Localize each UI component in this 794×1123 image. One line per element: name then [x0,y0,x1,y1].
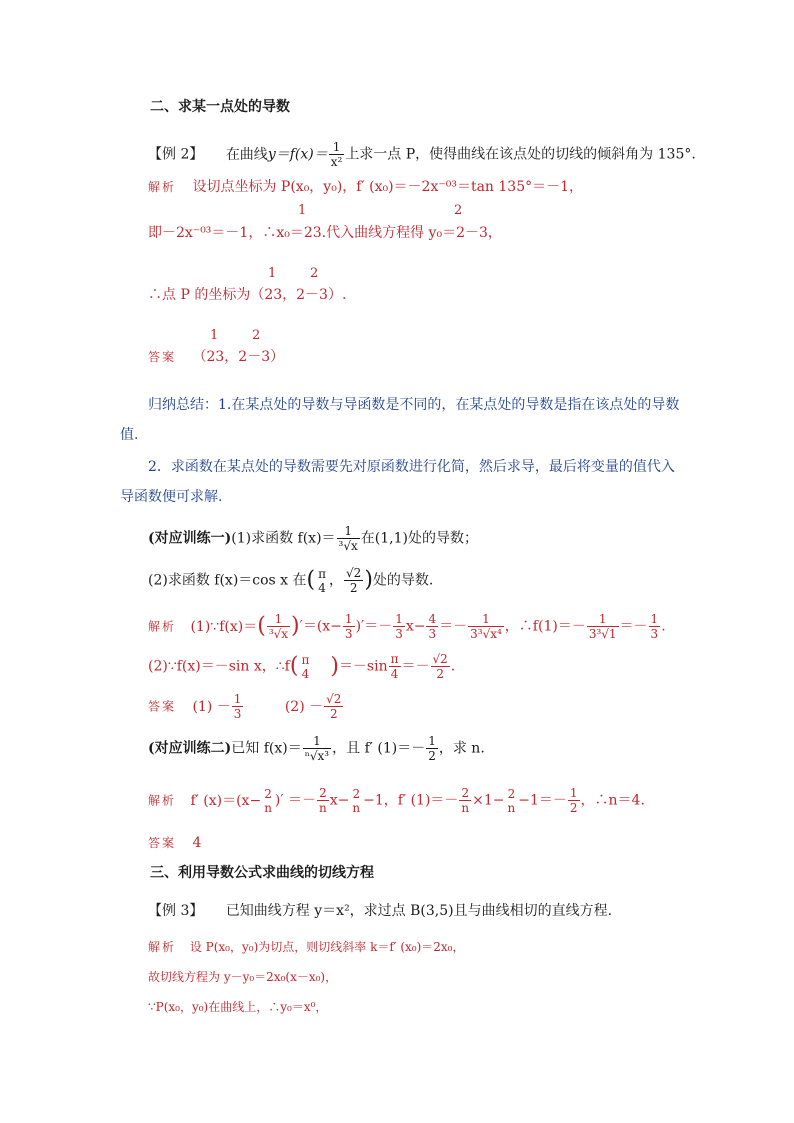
exponent-num: 1 [298,203,307,218]
jiexi-label: 解析 [148,180,177,194]
fraction: $\frac{√2}{2}$ [432,652,448,681]
practice-title: (对应训练二) [148,740,232,757]
fraction: $\frac{2}{n}$ [461,786,470,815]
fraction: $\frac{1}{3}$ [395,612,403,641]
function-def: y＝f(x)＝ [267,146,328,163]
example2-question: 【例 2】 在曲线y＝f(x)＝ $\frac{1}{\text{x²}}$ 上求一点 P，使得曲线在该点处的切线的倾斜角为 135°. [148,140,696,169]
fraction: $\frac{1}{\text{x²}}$ [330,140,343,169]
exponent-num: 1 [268,266,277,281]
fraction: $\frac{1}{2}$ [569,786,578,815]
fraction: 2 n [264,786,272,815]
fraction: $\frac{1}{\text{3³√1}}$ [588,612,617,641]
answer-line: 答案 4 [148,835,202,851]
exponent-num: 2 [252,328,261,343]
solution-line: 解析 f′ (x)＝(x− 2 n )′ ＝－ $\frac{2}{n}$ x− 2 n −1，f′ (1)＝－ $\frac{2}{n}$ ×1− 2 n −1＝－ $\frac{1}{2}$ ，∴n＝4. [148,786,645,815]
fraction: $\frac{√2}{2}$ [346,566,362,595]
summary-line: 导函数便可求解. [120,489,223,505]
example-tag: 【例 3】 [148,903,204,919]
fraction: π 4 [318,566,327,595]
section-title: 二、求某一点处的导数 [150,99,290,115]
fraction: $\frac{1}{\text{3³√x⁴}}$ [470,612,502,641]
practice-title: (对应训练一) [148,530,232,547]
practice1-q1: (对应训练一)(1)求函数 f(x)＝ $\frac{1}{\text{³√x}}$ 在(1,1)处的导数； [148,524,478,553]
summary-line: 2．求函数在某点处的导数需要先对原函数进行化简，然后求导，最后将变量的值代入 [148,459,675,475]
solution-line: 解析 (1)∵f(x)＝( $\frac{1}{\text{³√x}}$ )′＝(x− $\frac{1}{3}$ )′＝－ $\frac{1}{3}$ x− $\frac{4}{3}$ ＝－ $\frac{1}{\text{3³√x⁴}}$ ，∴f(1)＝－ $\frac{1}{\text{3³√1}}$ ＝－ $\frac{1}{3}$ . [148,612,666,641]
example3-question: 【例 3】 已知曲线方程 y＝x²，求过点 B(3,5)且与曲线相切的直线方程. [148,903,613,919]
solution-line: ∵P(x₀，y₀)在曲线上，∴y₀＝x⁰， [148,1000,328,1014]
answer-label: 答案 [148,350,177,364]
fraction: $\frac{√2}{2}$ [326,692,342,721]
jiexi-label: 解析 [148,619,177,634]
answer-line: 答案 (1) － $\frac{1}{3}$ (2) － $\frac{√2}{2}$ [148,692,342,721]
solution-line: 故切线方程为 y－y₀＝2x₀(x－x₀)， [148,970,338,984]
fraction: $\frac{1}{3}$ [650,612,659,641]
summary-line: 值. [120,427,139,443]
fraction: $\frac{\pi}{4}$ [390,652,399,681]
fraction: $\frac{1}{\text{³√x}}$ [338,524,358,553]
answer-label: 答案 [148,836,177,850]
practice2-question: (对应训练二)已知 f(x)＝ $\frac{1}{\text{ⁿ√x³}}$ ，且 f′ (1)＝－ $\frac{1}{2}$ ，求 n. [148,734,485,763]
solution-line: 解析 设 P(x₀，y₀)为切点，则切线斜率 k＝f′ (x₀)＝2x₀， [148,940,465,954]
jiexi-label: 解析 [148,793,177,808]
solution-line: ∴点 P 的坐标为（23，2－3）. [148,287,347,303]
solution-line: (2)∵f(x)＝－sin x，∴f( π 4 )＝－sin $\frac{\pi}{4}$ ＝－ $\frac{√2}{2}$ . [148,652,456,681]
fraction: π 4 [301,652,310,681]
solution-line: 即－2x⁻⁰³＝－1，∴x₀＝23.代入曲线方程得 y₀＝2－3， [148,225,502,241]
example-tag: 【例 2】 [148,146,204,163]
summary-line: 归纳总结：1.在某点处的导数与导函数是不同的，在某点处的导数是指在该点处的导数 [148,397,680,413]
exponent-num: 1 [210,328,219,343]
fraction: $\frac{4}{3}$ [428,612,437,641]
exponent-num: 2 [454,203,463,218]
fraction: $\frac{1}{2}$ [428,734,436,763]
section-title: 三、利用导数公式求曲线的切线方程 [150,865,374,881]
fraction: $\frac{2}{n}$ [319,786,327,815]
exponent-num: 2 [310,266,319,281]
jiexi-label: 解析 [148,940,177,954]
fraction: $\frac{1}{\text{³√x}}$ [268,612,289,641]
fraction: $\frac{1}{\text{ⁿ√x³}}$ [304,734,330,763]
solution-line: 解析 设切点坐标为 P(x₀，y₀)，f′ (x₀)＝－2x⁻⁰³＝tan 135°＝－1， [148,179,584,195]
fraction: $\frac{1}{3}$ [344,612,353,641]
fraction: 2 n [507,786,516,815]
answer-line: 答案 （23，2－3） [148,349,285,365]
answer-label: 答案 [148,699,177,714]
practice1-q2: (2)求函数 f(x)＝cos x 在( π 4 ， $\frac{√2}{2}$ )处的导数. [148,566,434,595]
fraction: 2 n [352,786,361,815]
fraction: $\frac{1}{3}$ [233,692,242,721]
